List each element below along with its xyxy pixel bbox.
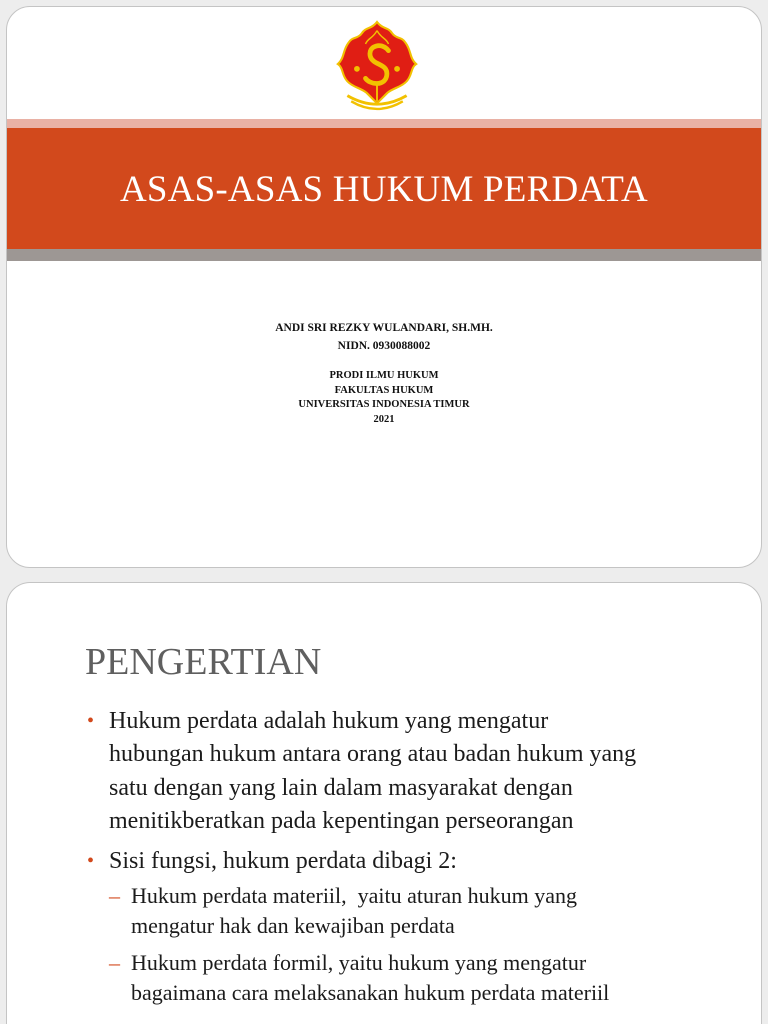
bullet-list [85, 705, 745, 1008]
sub-bullet-text-line: mengatur hak dan kewajiban perdata [131, 913, 455, 939]
affiliation-faculty: FAKULTAS HUKUM [334, 384, 434, 396]
bullet-text-line: Sisi fungsi, hukum perdata dibagi 2: [109, 848, 457, 875]
sub-bullet-item [109, 881, 745, 941]
slide-heading: PENGERTIAN [85, 641, 322, 683]
sub-bullet-text-line: Hukum perdata formil, yaitu hukum yang mengatur [131, 950, 587, 976]
title-band [7, 128, 761, 249]
bullet-text-line: Hukum perdata adalah hukum yang mengatur [109, 708, 549, 734]
title-slide [6, 6, 762, 568]
sub-bullet-item [109, 948, 745, 1008]
spacer [7, 355, 761, 369]
bullet-item [85, 845, 745, 1008]
content-slide [6, 582, 762, 1024]
bullet-text-line: satu dengan yang lain dalam masyarakat dengan [109, 774, 573, 801]
bullet-marker: • [87, 710, 95, 732]
sub-bullet-marker: – [109, 883, 120, 909]
bullet-text-line: hubungan hukum antara orang atau badan hukum yang [109, 741, 637, 768]
author-name: ANDI SRI REZKY WULANDARI, SH.MH. [275, 322, 493, 334]
bullet-item [85, 705, 745, 838]
sub-bullet-text-line: Hukum perdata materiil, yaitu aturan hukum yang [131, 883, 577, 909]
sub-bullet-list [109, 881, 745, 1008]
bullet-text-line: menitikberatkan pada kepentingan perseorangan [109, 807, 574, 834]
bullet-marker: • [87, 850, 95, 873]
affiliation-university: UNIVERSITAS INDONESIA TIMUR [298, 399, 470, 411]
sub-bullet-marker: – [109, 950, 120, 976]
credits-block [7, 319, 761, 427]
affiliation-year: 2021 [373, 413, 395, 425]
sub-bullet-text-line: bagaimana cara melaksanakan hukum perdata materiil [131, 980, 610, 1006]
university-emblem-icon [334, 19, 420, 111]
author-nidn: NIDN. 0930088002 [337, 340, 431, 352]
affiliation-program: PRODI ILMU HUKUM [329, 370, 439, 381]
slide-title: ASAS-ASAS HUKUM PERDATA [120, 169, 648, 210]
accent-stripe-top [7, 119, 761, 128]
accent-stripe-bottom [7, 249, 761, 261]
